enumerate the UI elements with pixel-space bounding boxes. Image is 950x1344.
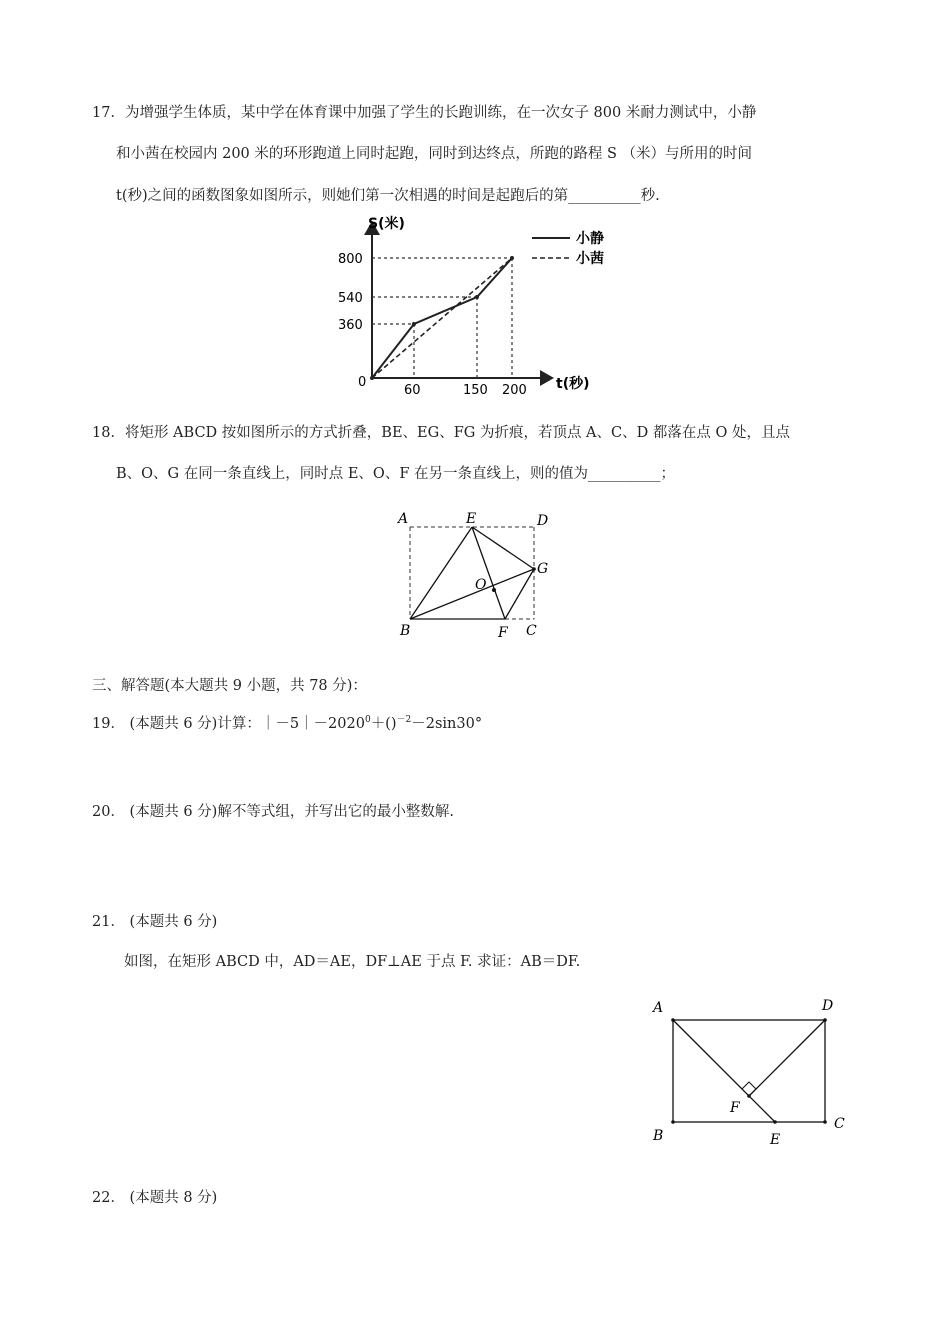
point-b: [671, 1120, 675, 1124]
fig18-label-e: E: [466, 511, 477, 527]
x-tick-label-150: 150: [463, 383, 488, 398]
x-axis-label: t(秒): [556, 376, 590, 392]
fig18-label-g: G: [537, 561, 549, 577]
series-line-xiaoqian: [372, 258, 512, 378]
segment-df: [749, 1020, 825, 1096]
point-o: [492, 588, 496, 592]
q19-line: [92, 714, 482, 734]
q21-title: 21． (本题共 6 分): [92, 914, 218, 930]
section-three-heading: 三、解答题(本大题共 9 小题，共 78 分)：: [92, 678, 367, 694]
fig18-label-f: F: [498, 625, 508, 641]
point-c: [823, 1120, 827, 1124]
origin-label: 0: [358, 375, 367, 390]
y-tick-label-800: 800: [338, 252, 363, 267]
rectangle-abcd: [673, 1020, 825, 1122]
point-g: [532, 567, 536, 571]
distance-time-chart: [320, 210, 620, 402]
q22-title: 22． (本题共 8 分): [92, 1190, 218, 1206]
segment-eg: [472, 527, 534, 569]
segment-bg: [410, 569, 534, 619]
segment-ef: [472, 527, 505, 619]
fig21-label-b: B: [653, 1128, 664, 1144]
legend-label-xiaojing: 小静: [576, 231, 604, 247]
q17-line-3: t(秒)之间的函数图象如图所示，则她们第一次相遇的时间是起跑后的第__________秒.: [116, 188, 660, 204]
x-tick-label-200: 200: [502, 383, 527, 398]
q17-line-1: 17．为增强学生体质，某中学在体育课中加强了学生的长跑训练，在一次女子 800 米耐力测试中，小静: [92, 105, 757, 121]
q20-line: 20． (本题共 6 分)解不等式组，并写出它的最小整数解.: [92, 804, 454, 820]
segment-be: [410, 527, 472, 619]
q19-suffix: －2sin30°: [411, 716, 483, 732]
fig21-label-a: A: [653, 1000, 664, 1016]
fig18-label-a: A: [398, 511, 409, 527]
y-tick-label-360: 360: [338, 318, 363, 333]
q18-fold-figure: [390, 505, 560, 645]
legend-label-xiaoqian: 小茜: [576, 251, 604, 267]
q18-line-2: B、O、G 在同一条直线上，同时点 E、O、F 在另一条直线上，则的值为__________；: [116, 466, 675, 482]
point-e: [773, 1120, 777, 1124]
point-d: [823, 1018, 827, 1022]
fig21-label-d: D: [822, 998, 834, 1014]
q18-line-1: 18．将矩形 ABCD 按如图所示的方式折叠，BE、EG、FG 为折痕，若顶点 A、C、D 都落在点 O 处，且点: [92, 425, 790, 441]
point-f: [747, 1094, 751, 1098]
q19-mid: ＋(): [370, 716, 397, 732]
point-a: [671, 1018, 675, 1022]
q21-body: 如图，在矩形 ABCD 中，AD＝AE，DF⊥AE 于点 F. 求证：AB＝DF.: [124, 954, 581, 970]
right-angle-mark: [742, 1082, 756, 1096]
fig21-label-f: F: [730, 1100, 740, 1116]
segment-fg: [505, 569, 534, 619]
fig18-label-d: D: [537, 513, 549, 529]
q21-rectangle-figure: [640, 990, 860, 1150]
q19-sup-neg2: －2: [396, 715, 412, 725]
q17-line-2: 和小茜在校园内 200 米的环形跑道上同时起跑，同时到达终点，所跑的路程 S （米）与所用的时间: [116, 146, 753, 162]
segment-ae: [673, 1020, 775, 1122]
y-axis-label: S(米): [368, 216, 405, 232]
fig21-label-e: E: [770, 1132, 781, 1148]
data-point-200: [510, 256, 514, 260]
fig18-label-b: B: [400, 623, 411, 639]
fig21-label-c: C: [834, 1116, 845, 1132]
data-point-150: [475, 295, 479, 299]
fig18-label-c: C: [526, 623, 537, 639]
q19-sup-zero: 0: [364, 715, 371, 725]
data-point-60: [412, 322, 416, 326]
q19-prefix: 19． (本题共 6 分)计算：｜－5｜－2020: [92, 716, 365, 732]
fig18-label-o: O: [475, 577, 487, 593]
data-point-0: [370, 376, 374, 380]
x-tick-label-60: 60: [404, 383, 421, 398]
y-tick-label-540: 540: [338, 291, 363, 306]
